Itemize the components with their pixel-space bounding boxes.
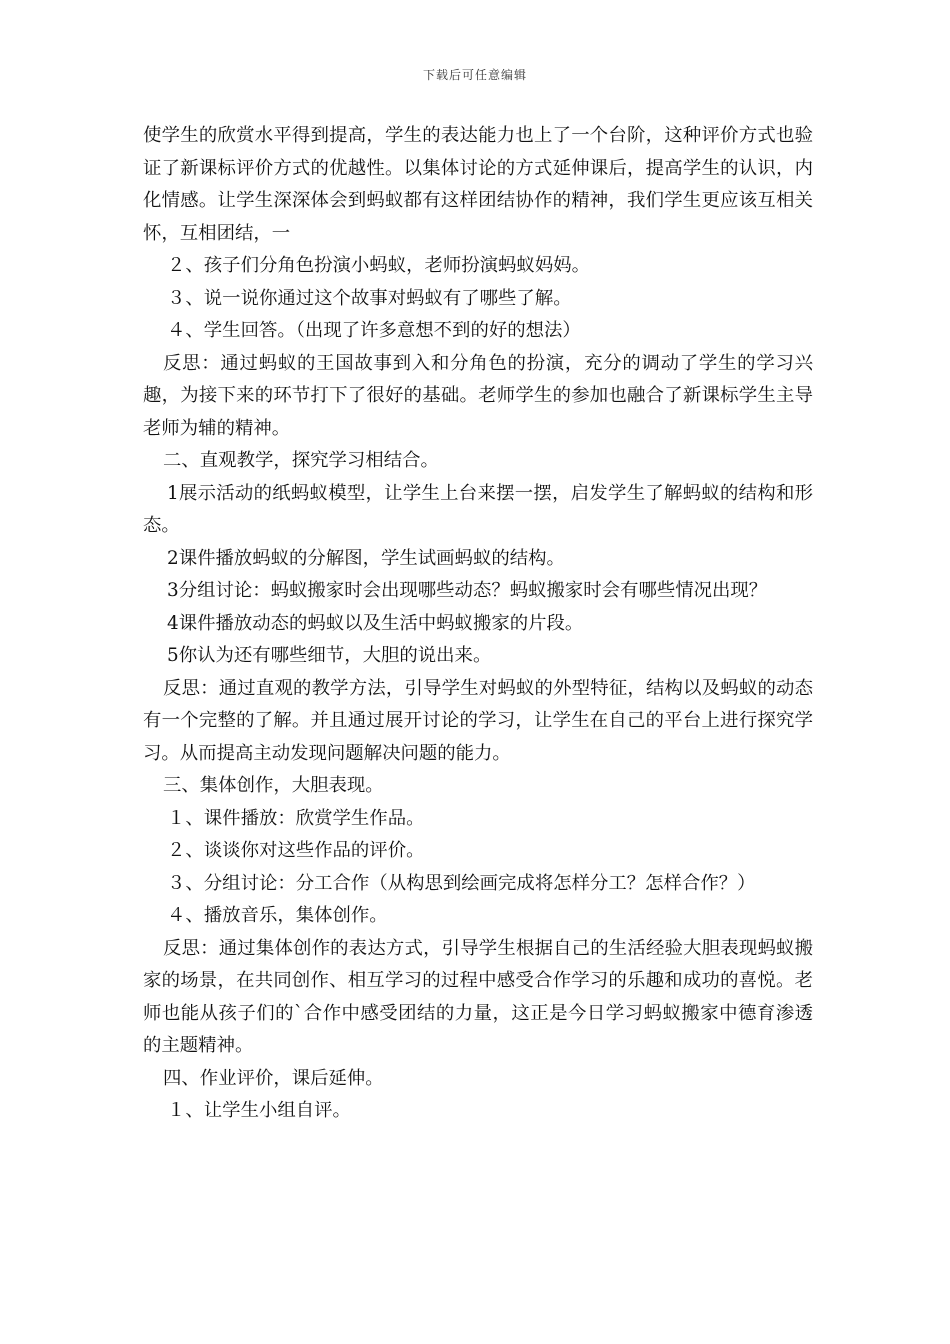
reflection-paragraph: 反思：通过集体创作的表达方式，引导学生根据自己的生活经验大胆表现蚂蚁搬家的场景，在共同创作、相互学习的过程中感受合作学习的乐趣和成功的喜悦。老师也能从孩子们的`合作中感受团结的力量，这正是今日学习蚂蚁搬家中德育渗透的主题精神。 — [143, 937, 813, 1056]
list-item: ４、学生回答。（出现了许多意想不到的好的想法） — [167, 320, 581, 341]
list-item: 3分组讨论：蚂蚁搬家时会出现哪些动态？蚂蚁搬家时会有哪些情况出现？ — [167, 580, 768, 601]
list-item: ４、播放音乐，集体创作。 — [167, 905, 388, 926]
section-heading: 三、集体创作，大胆表现。 — [163, 775, 384, 796]
paragraph: 使学生的欣赏水平得到提高，学生的表达能力也上了一个台阶，这种评价方式也验证了新课标评价方式的优越性。以集体讨论的方式延伸课后，提高学生的认识，内化情感。让学生深深体会到蚂蚁都有这样团结协作的精神，我们学生更应该互相关怀，互相团结，一 — [143, 125, 813, 244]
list-item: ３、分组讨论：分工合作（从构思到绘画完成将怎样分工？怎样合作？） — [167, 872, 756, 894]
list-item: ２、孩子们分角色扮演小蚂蚁，老师扮演蚂蚁妈妈。 — [167, 255, 590, 276]
document-body — [143, 120, 813, 1128]
list-item: 4课件播放动态的蚂蚁以及生活中蚂蚁搬家的片段。 — [167, 612, 584, 634]
list-item: 2课件播放蚂蚁的分解图，学生试画蚂蚁的结构。 — [167, 547, 565, 569]
reflection-paragraph: 反思：通过直观的教学方法，引导学生对蚂蚁的外型特征，结构以及蚂蚁的动态有一个完整的了解。并且通过展开讨论的学习，让学生在自己的平台上进行探究学习。从而提高主动发现问题解决问题的能力。 — [143, 677, 813, 764]
section-heading: 二、直观教学，探究学习相结合。 — [163, 450, 439, 471]
list-item: ３、说一说你通过这个故事对蚂蚁有了哪些了解。 — [167, 287, 572, 309]
section-heading: 四、作业评价，课后延伸。 — [163, 1067, 384, 1089]
reflection-paragraph: 反思：通过蚂蚁的王国故事到入和分角色的扮演，充分的调动了学生的学习兴趣，为接下来的环节打下了很好的基础。老师学生的参加也融合了新课标学生主导老师为辅的精神。 — [143, 352, 813, 439]
page-header: 下载后可任意编辑 — [422, 68, 527, 82]
list-item: 5你认为还有哪些细节，大胆的说出来。 — [167, 645, 492, 666]
list-item: ２、谈谈你对这些作品的评价。 — [167, 840, 425, 861]
list-item: １、课件播放：欣赏学生作品。 — [167, 807, 425, 829]
list-item: １、让学生小组自评。 — [167, 1100, 351, 1121]
list-item: 1展示活动的纸蚂蚁模型，让学生上台来摆一摆，启发学生了解蚂蚁的结构和形态。 — [143, 482, 813, 536]
